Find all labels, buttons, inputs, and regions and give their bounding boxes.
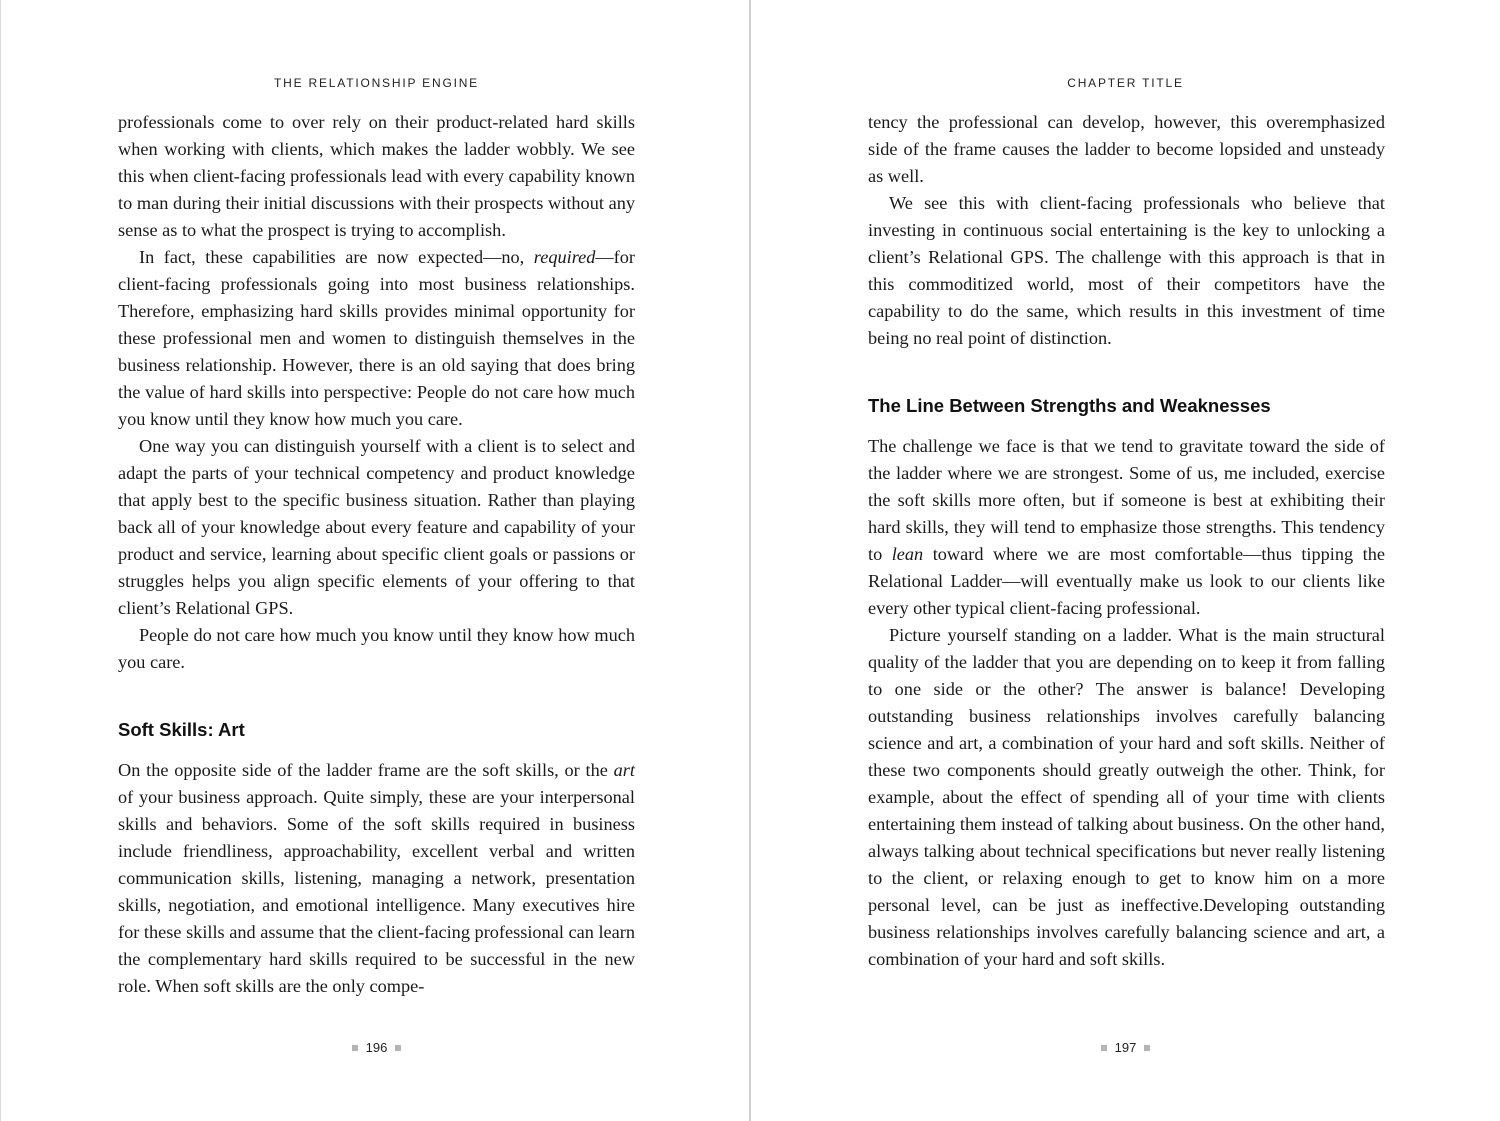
paragraph — [118, 244, 635, 433]
paragraph: People do not care how much you know until they know how much you care. — [118, 625, 635, 672]
page-number: 196 — [365, 1040, 388, 1055]
spacer — [118, 743, 635, 757]
paragraph-text: In fact, these capabilities are now expected—no, — [139, 247, 534, 267]
spacer — [868, 352, 1385, 392]
paragraph: We see this with client-facing professionals who believe that investing in continuous social entertaining is the key to unlocking a client’s Relational GPS. The challenge with this approach is that in this commoditized world, most of their competitors have the capability to do the same, which results in this investment of time being no real point of distinction. — [868, 193, 1385, 348]
right-text-block — [868, 109, 1385, 973]
page-number: 197 — [1114, 1040, 1137, 1055]
emphasis-text: required — [533, 247, 596, 267]
paragraph-text: of your business approach. Quite simply, these are your interpersonal skills and behaviors. Some of the soft skills required in business include friendliness, approachability, excellent verbal and written communication skills, listening, managing a network, presentation skills, negotiation, and emotional intelligence. Many executives hire for these skills and assume that the client-facing professional can learn the complementary hard skills required to be successful in the new role. When soft skills are the only compe- — [118, 787, 635, 996]
paragraph: tency the professional can develop, however, this overemphasized side of the frame causes the ladder to become lopsided and unsteady as well. — [868, 112, 1385, 186]
page-number-footer — [1, 1040, 752, 1055]
paragraph-text: toward where we are most comfortable—thus tipping the Relational Ladder—will eventually make us look to our clients like every other typical client-facing professional. — [868, 544, 1385, 618]
paragraph: professionals come to over rely on their product-related hard skills when working with clients, which makes the ladder wobbly. We see this when client-facing professionals lead with every capability known to man during their initial discussions with their prospects without any sense as to what the prospect is trying to accomplish. — [118, 112, 635, 240]
spacer — [118, 676, 635, 716]
paragraph — [118, 757, 635, 1000]
running-head-book-title: THE RELATIONSHIP ENGINE — [274, 76, 479, 90]
paragraph-text: —for client-facing professionals going into most business relationships. Therefore, emphasizing hard skills provides minimal opportunity for these professional men and women to distinguish themselves in the business relationship. However, there is an old saying that does bring the value of hard skills into perspective: People do not care how much you know until they know how much you care. — [118, 247, 635, 429]
paragraph-text: On the opposite side of the ladder frame are the soft skills, or the — [118, 760, 614, 780]
paragraph-text: The challenge we face is that we tend to gravitate toward the side of the ladder where we are strongest. Some of us, me included, exercise the soft skills more often, but if someone is best at exhibiting their hard skills, they will tend to emphasize those strengths. This tendency to — [868, 436, 1385, 564]
page-number-footer — [751, 1040, 1500, 1055]
running-head-chapter-title: CHAPTER TITLE — [1067, 76, 1184, 90]
paragraph: Picture yourself standing on a ladder. What is the main structural quality of the ladder that you are depending on to keep it from falling to one side or the other? The answer is balance! Developing outstanding business relationships involves carefully balancing science and art, a combination of your hard and soft skills. Neither of these two components should greatly outweigh the other. Think, for example, about the effect of spending all of your time with clients entertaining them instead of talking about business. On the other hand, always talking about technical specifications but never really listening to the client, or relaxing enough to get to know him on a more personal level, can be just as ineffective.Developing outstanding business relationships involves carefully balancing science and art, a combination of your hard and soft skills. — [868, 625, 1385, 969]
section-heading: Soft Skills: Art — [118, 719, 245, 740]
spacer — [868, 419, 1385, 433]
left-text-block — [118, 109, 635, 1000]
folio-square-icon — [395, 1045, 401, 1051]
paragraph: One way you can distinguish yourself with a client is to select and adapt the parts of your technical competency and product knowledge that apply best to the specific business situation. Rather than playing back all of your knowledge about every feature and capability of your product and service, learning about specific client goals or passions or struggles helps you align specific elements of your offering to that client’s Relational GPS. — [118, 436, 635, 618]
paragraph — [868, 433, 1385, 622]
emphasis-text: lean — [891, 544, 924, 564]
folio-square-icon — [1144, 1045, 1150, 1051]
emphasis-text: art — [613, 760, 635, 780]
right-page — [751, 0, 1500, 1121]
left-page — [0, 0, 749, 1121]
folio-square-icon — [352, 1045, 358, 1051]
section-heading: The Line Between Strengths and Weaknesses — [868, 395, 1271, 416]
folio-square-icon — [1101, 1045, 1107, 1051]
